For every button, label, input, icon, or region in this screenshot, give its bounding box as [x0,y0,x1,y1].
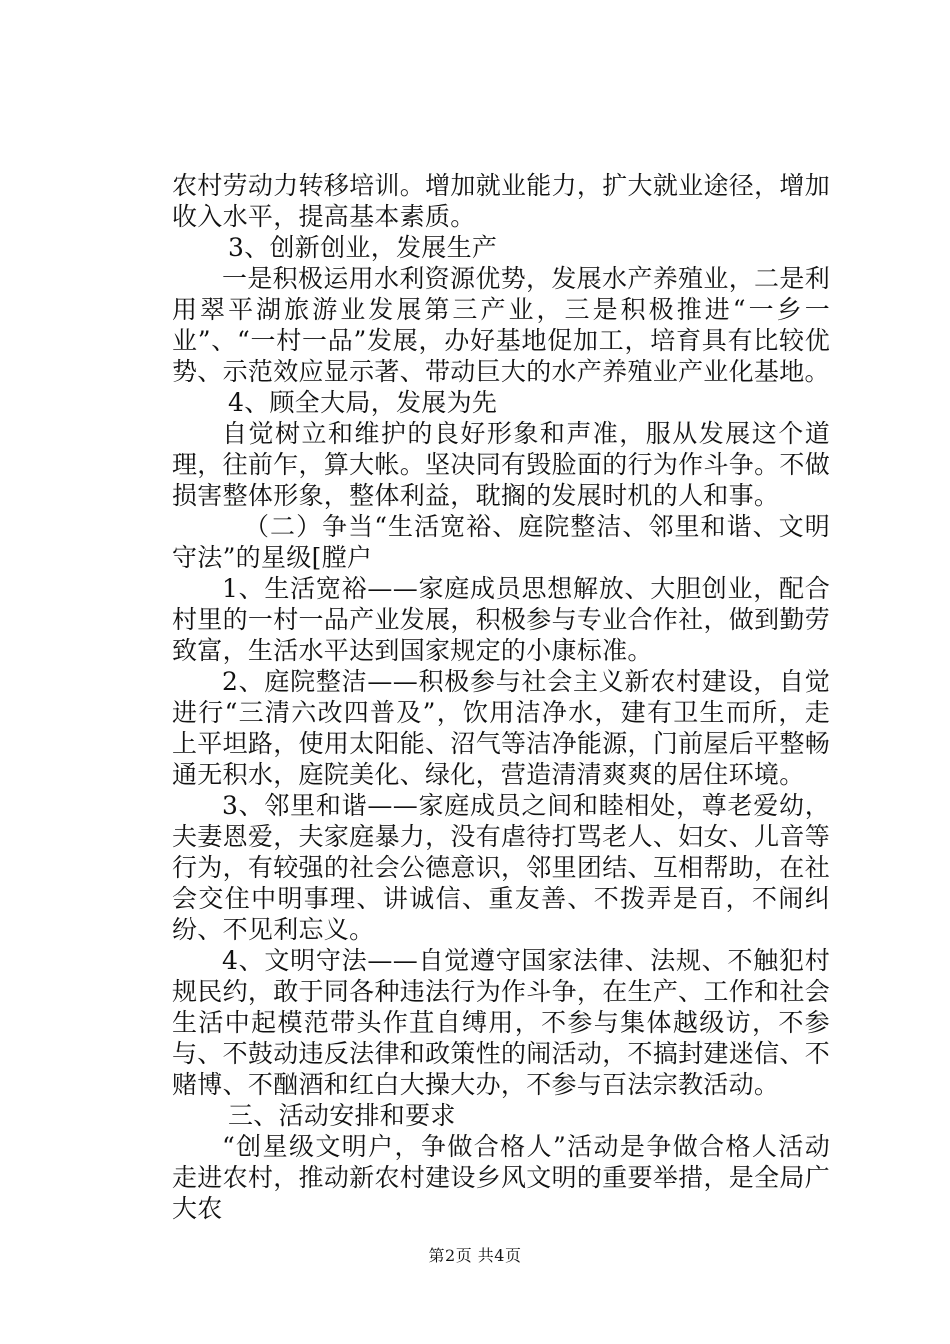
page-number-footer: 第2页 共4页 [428,1246,522,1265]
paragraph-tidy-courtyard: 2、庭院整洁——积极参与社会主义新农村建设，自觉进行“三清六改四普及”，饮用洁净水，建有卫生而所，走上平坦路，使用太阳能、沼气等洁净能源，门前屋后平整畅通无积水，庭院美化、绿化，营造清清爽爽的居住环境。 [172,667,830,789]
paragraph-innovation: 一是积极运用水利资源优势，发展水产养殖业，二是利用翠平湖旅游业发展第三产业，三是积极推进“一乡一业”、“一村一品”发展，办好基地促加工，培育具有比较优势、示范效应显示著、带动巨大的水产养殖业产业化基地。 [172,264,830,386]
heading-activity-arrangement: 三、活动安排和要求 [228,1101,456,1130]
paragraph-activity-arrangement: “创星级文明户，争做合格人”活动是争做合格人活动走进农村，推动新农村建设乡风文明的重要举措，是全局广大农 [172,1132,830,1223]
paragraph-overall-situation: 自觉树立和维护的良好形象和声准，服从发展这个道理，往前乍，算大帐。坚决同有毁脸面的行为作斗争。不做损害整体形象，整体利益，耽搁的发展时机的人和事。 [172,419,830,510]
paragraph-affluent-life: 1、生活宽裕——家庭成员思想解放、大胆创业，配合村里的一村一品产业发展，积极参与专业合作社，做到勤劳致富，生活水平达到国家规定的小康标准。 [172,574,830,665]
paragraph-neighborhood-harmony: 3、邻里和谐——家庭成员之间和睦相处，尊老爱幼，夫妻恩爱，夫家庭暴力，没有虐待打骂老人、妇女、儿音等行为，有较强的社会公德意识，邻里团结、互相帮助，在社会交住中明事理、讲诚信、重友善、不拨弄是百，不闹纠纷、不见利忘义。 [172,791,830,944]
section-heading-star-household: （二）争当“生活宽裕、庭院整洁、邻里和谐、文明守法”的星级[膛户 [172,512,830,572]
document-body [172,170,830,1224]
paragraph-continuation: 农村劳动力转移培训。增加就业能力，扩大就业途径，增加收入水平，提高基本素质。 [172,171,830,231]
heading-overall-situation: 4、顾全大局，发展为先 [228,388,498,417]
paragraph-law-abiding: 4、文明守法——自觉遵守国家法律、法规、不触犯村规民约，敢于同各种违法行为作斗争，在生产、工作和社会生活中起模范带头作苴自缚用，不参与集体越级访，不参与、不鼓动违反法律和政策性的闹活动，不搞封建迷信、不赌博、不酗酒和红白大操大办，不参与百法宗教活动。 [172,946,830,1099]
heading-innovation: 3、创新创业，发展生产 [228,233,498,262]
